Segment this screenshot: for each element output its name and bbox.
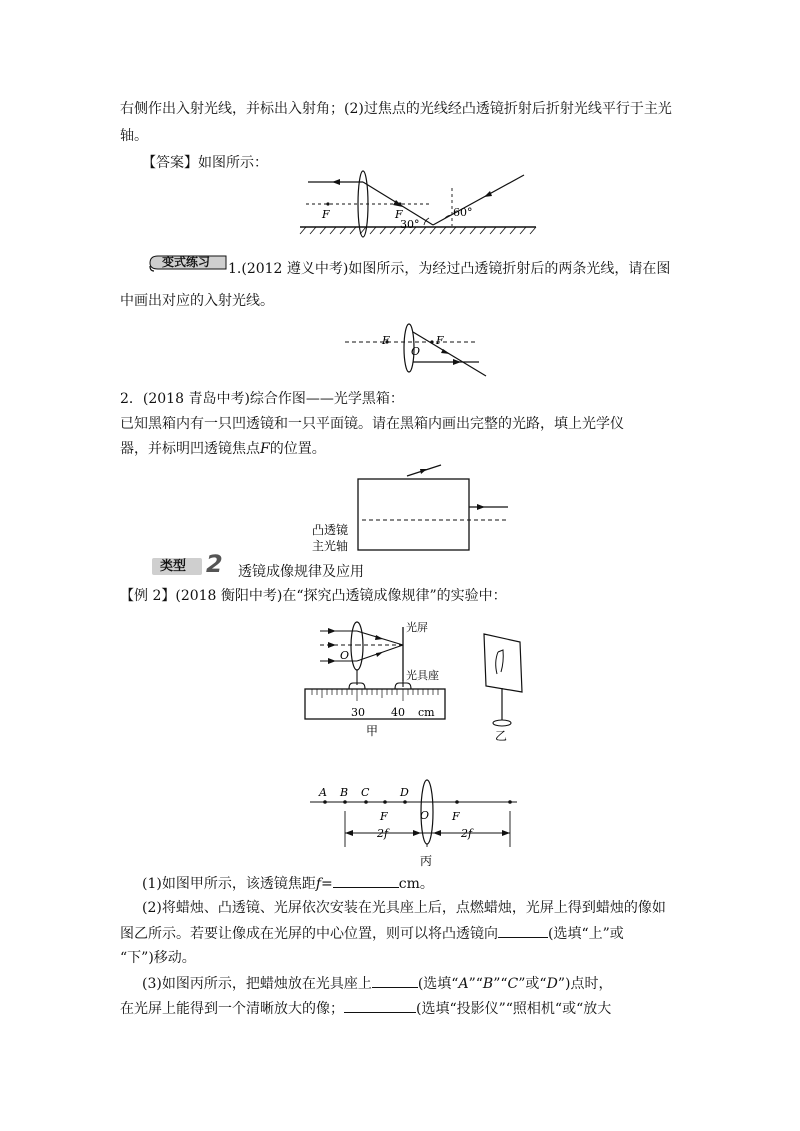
center-label: O: [420, 809, 430, 822]
question-part-3: (3)如图丙所示，把蜡烛放在光具座上 (选填“A”“B”“C”或“D”)点时，: [142, 973, 612, 994]
figure-jia-bench: [300, 615, 450, 740]
question-text: 已知黑箱内有一只凹透镜和一只平面镜。请在黑箱内画出完整的光路，填上光学仪: [120, 416, 624, 432]
question-part-2: 图乙所示。若要让像成在光屏的中心位置，则可以将凸透镜向 (选填“上”或: [120, 923, 624, 944]
angle-label: 30°: [400, 218, 420, 231]
screen-label: 光屏: [406, 621, 428, 634]
axis-label: 主光轴: [312, 539, 349, 553]
section-title: 透镜成像规律及应用: [238, 564, 364, 580]
answer-blank[interactable]: [498, 923, 548, 938]
unit-label: cm: [418, 706, 435, 719]
center-label: O: [340, 649, 350, 662]
focus-label: F: [452, 810, 460, 823]
figure-lens-reflection: [300, 168, 540, 240]
figure-black-box: [310, 462, 520, 554]
focus-label: F: [436, 334, 444, 347]
question-part-2: “下”)移动。: [120, 950, 196, 966]
question-part-2: (2)将蜡烛、凸透镜、光屏依次安装在光具座上后，点燃蜡烛，光屏上得到蜡烛的像如: [142, 900, 666, 916]
figure-bing-axis: [305, 775, 530, 870]
practice-tag: 变式练习: [162, 255, 211, 269]
focus-label: F: [380, 810, 388, 823]
angle-label: 60°: [453, 206, 473, 219]
text-line: 右侧作出入射光线，并标出入射角；(2)过焦点的光线经凸透镜折射后折射光线平行于主光: [120, 101, 672, 117]
question-text: 器，并标明凹透镜焦点F的位置。: [120, 441, 326, 457]
caption-jia: 甲: [366, 724, 379, 738]
answer-blank[interactable]: [344, 998, 416, 1013]
distance-label: 2f: [377, 827, 389, 840]
focus-label: F: [395, 208, 403, 221]
answer-label: 【答案】如图所示：: [142, 155, 268, 171]
focus-label: F: [382, 334, 390, 347]
question-part-3: 在光屏上能得到一个清晰放大的像； (选填“投影仪”“照相机“或“放大: [120, 998, 611, 1019]
caption-yi: 乙: [495, 729, 508, 743]
figure-refracted-rays: [345, 322, 490, 382]
focus-label: F: [322, 208, 330, 221]
figure-yi-screen: [470, 628, 540, 743]
type-number: 2: [206, 550, 223, 578]
question-text: 1.(2012 遵义中考)如图所示，为经过凸透镜折射后的两条光线，请在图: [228, 261, 671, 277]
answer-blank[interactable]: [372, 973, 418, 988]
question-text: 2．(2018 青岛中考)综合作图——光学黑箱：: [120, 391, 404, 407]
tick-label: 40: [391, 706, 405, 719]
point-label: D: [400, 786, 409, 799]
point-label: C: [361, 786, 370, 799]
bench-label: 光具座: [406, 669, 439, 682]
center-label: O: [411, 345, 421, 358]
caption-bing: 丙: [420, 854, 433, 868]
question-text: 中画出对应的入射光线。: [120, 293, 274, 309]
text-line: 轴。: [120, 128, 148, 144]
example-text: 【例 2】(2018 衡阳中考)在“探究凸透镜成像规律”的实验中：: [120, 588, 507, 604]
point-label: A: [319, 786, 327, 799]
axis-label: 凸透镜: [312, 523, 349, 537]
tick-label: 30: [351, 706, 365, 719]
point-label: B: [340, 786, 349, 799]
answer-blank[interactable]: [333, 873, 399, 888]
type-tag: 类型: [160, 559, 187, 574]
distance-label: 2f: [461, 827, 473, 840]
question-part-1: (1)如图甲所示，该透镜焦距f= cm。: [142, 873, 434, 894]
